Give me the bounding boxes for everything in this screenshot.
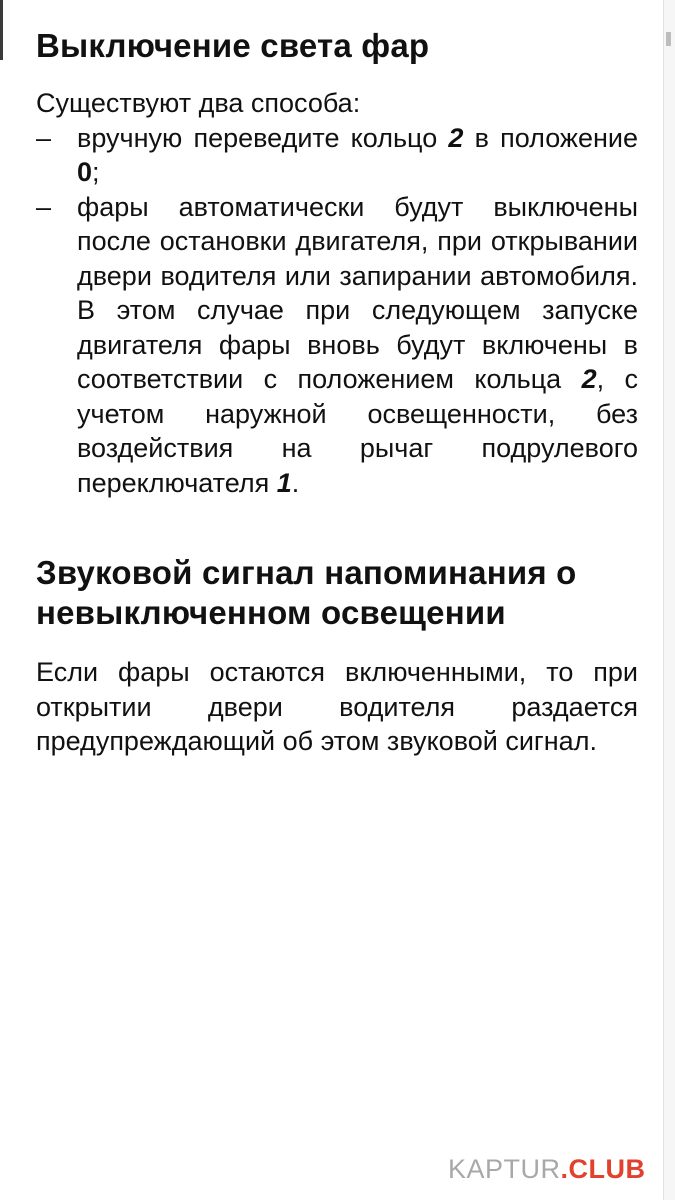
list-dash: – [36, 191, 52, 222]
ring-number: 2 [581, 364, 597, 394]
methods-list [36, 121, 638, 501]
item-text: вручную переведите кольцо [77, 122, 449, 153]
page-edge-right [663, 0, 675, 1200]
page-edge-left [0, 0, 3, 60]
list-item [36, 190, 638, 501]
intro-text: Существуют два способа: [36, 88, 361, 118]
item-text: в положение [463, 122, 639, 153]
lever-number: 1 [276, 467, 292, 498]
section-title-reminder-signal: Звуковой сигнал напоминания о невыключенном освещении [36, 554, 577, 631]
item-text: ; [92, 157, 100, 187]
item-text: . [291, 467, 300, 498]
position-number: 0 [77, 157, 93, 187]
item-text: , с учетом наружной освещенности, без воздействия на рычаг подрулевого переключателя [77, 364, 638, 498]
site-watermark [448, 1154, 646, 1184]
watermark-part-club: .CLUB [560, 1154, 646, 1184]
edge-mark [666, 32, 671, 46]
section-title-headlights-off: Выключение света фар [36, 27, 430, 64]
ring-number: 2 [448, 122, 464, 153]
watermark-part-kaptur: KAPTUR [448, 1154, 561, 1184]
list-dash: – [36, 122, 52, 153]
reminder-text: Если фары остаются включенными, то при открытии двери водителя раздается предупреждающий об этом звуковой сигнал. [36, 657, 638, 756]
list-item [36, 121, 638, 190]
document-content [36, 26, 638, 759]
item-text: фары автоматически будут выключены после остановки двигателя, при открывании двери водителя или запирании автомобиля. В этом случае при следующем запуске двигателя фары вновь будут включены в соответствии с положением кольца [77, 191, 638, 394]
